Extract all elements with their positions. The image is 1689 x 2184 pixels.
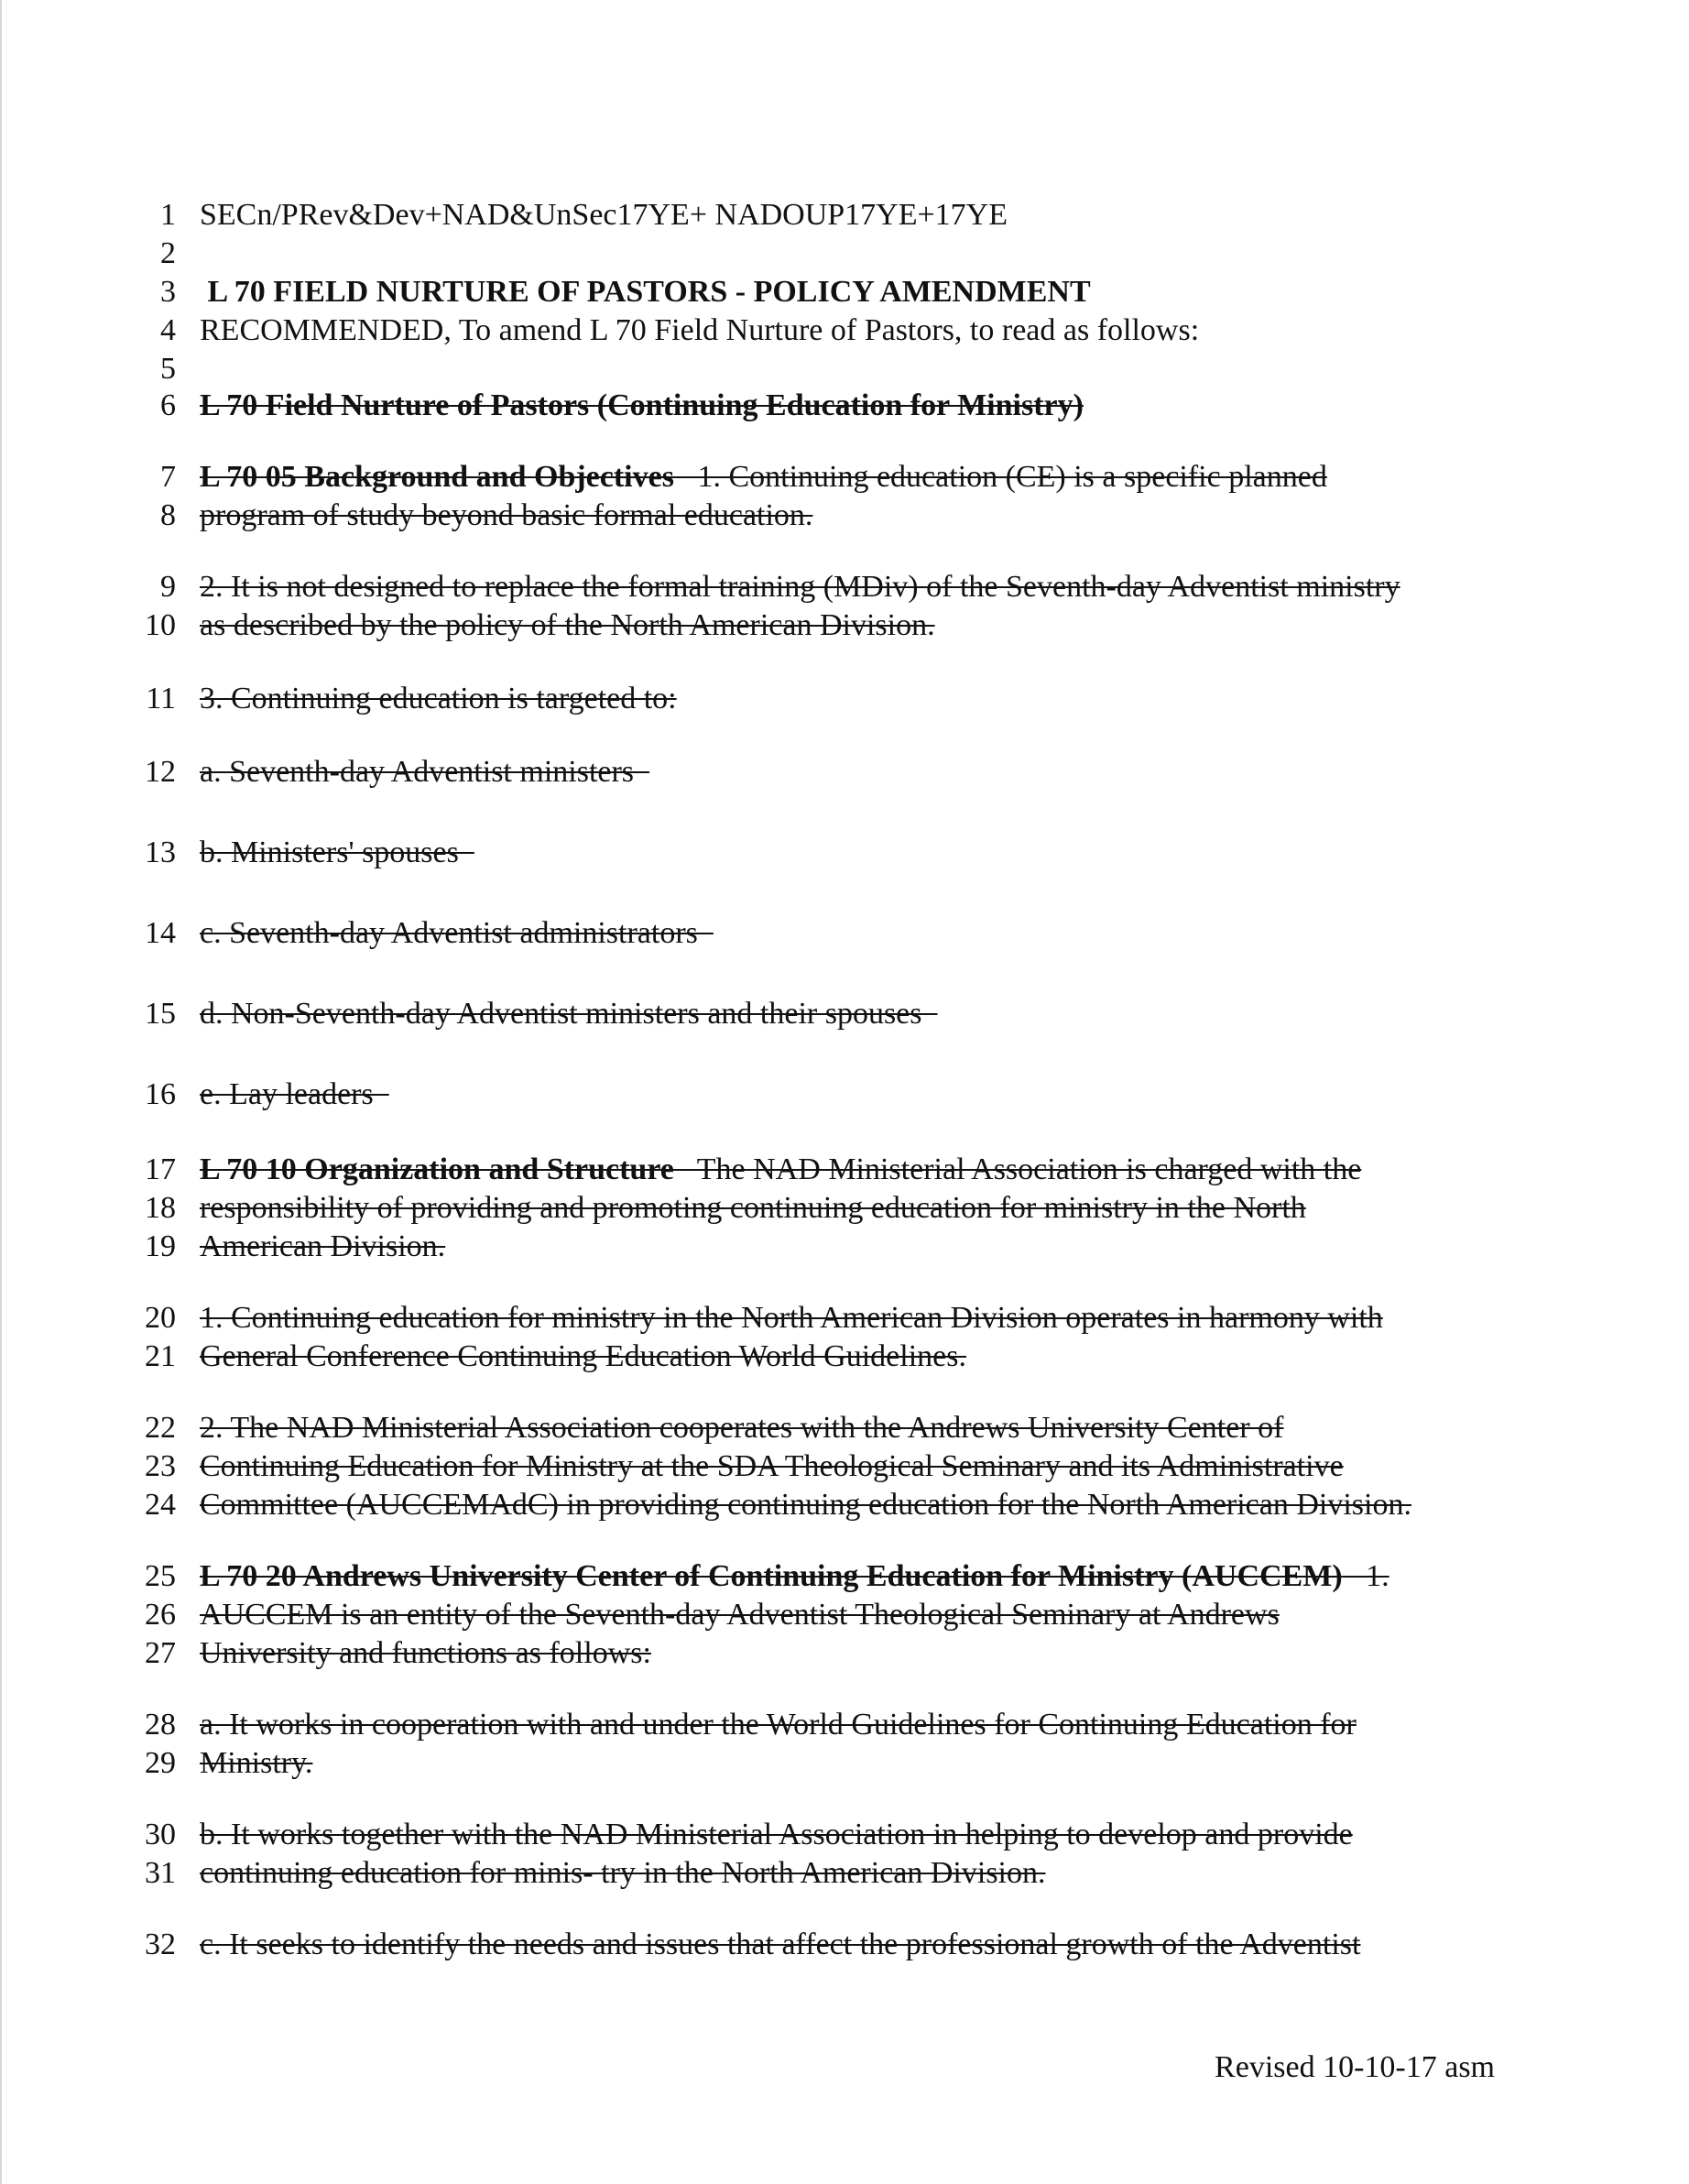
struck-text: b. It works together with the NAD Ministerial Association in helping to develop and provide	[200, 1818, 1353, 1851]
line-number: 20	[145, 1301, 176, 1335]
struck-text: a. Seventh-day Adventist ministers	[200, 755, 650, 789]
document-line	[2, 1228, 1689, 1266]
line-text	[200, 1447, 1344, 1486]
line-text	[200, 1409, 1283, 1447]
struck-text: continuing education for minis- try in the North American Division.	[200, 1856, 1046, 1890]
document-line	[2, 1854, 1689, 1893]
text-segment: L 70 FIELD NURTURE OF PASTORS - POLICY AMENDMENT	[200, 275, 1091, 309]
line-text	[200, 1189, 1306, 1228]
document-line	[2, 1816, 1689, 1854]
line-text	[200, 1338, 966, 1376]
struck-text: Ministry.	[200, 1746, 313, 1780]
line-text	[200, 1076, 389, 1114]
struck-text: 2. The NAD Ministerial Association cooperates with the Andrews University Center of	[200, 1411, 1284, 1445]
struck-text: AUCCEM is an entity of the Seventh-day Adventist Theological Seminary at Andrews	[200, 1598, 1280, 1632]
document-line	[2, 1926, 1689, 1964]
line-number: 6	[160, 388, 176, 422]
line-number: 12	[145, 755, 176, 789]
struck-text: c. Seventh-day Adventist administrators	[200, 916, 714, 950]
struck-text: General Conference Continuing Education World Guidelines.	[200, 1339, 966, 1373]
line-number: 13	[145, 835, 176, 869]
struck-text: 3. Continuing education is targeted to:	[200, 682, 677, 715]
struck-text: L 70 Field Nurture of Pastors (Continuing Education for Ministry)	[200, 388, 1084, 422]
struck-text: 1. Continuing education (CE) is a specific planned	[673, 460, 1327, 494]
document-line	[2, 387, 1689, 425]
line-text	[200, 1151, 1361, 1189]
line-text	[200, 606, 935, 645]
line-text	[200, 1596, 1280, 1634]
document-line	[2, 1447, 1689, 1486]
struck-text: 1. Continuing education for ministry in the North American Division operates in harmony with	[200, 1301, 1383, 1335]
line-number: 26	[145, 1598, 176, 1632]
struck-text: L 70 05 Background and Objectives	[200, 460, 674, 494]
struck-text: University and functions as follows:	[200, 1636, 651, 1670]
document-line	[2, 350, 1689, 388]
line-text	[200, 311, 1199, 350]
document-line	[2, 1299, 1689, 1338]
struck-text: 1.	[1342, 1559, 1389, 1593]
document-line	[2, 1486, 1689, 1524]
line-number: 2	[160, 236, 176, 270]
line-number: 18	[145, 1191, 176, 1225]
line-number: 16	[145, 1077, 176, 1111]
document-line	[2, 458, 1689, 497]
line-number: 27	[145, 1636, 176, 1670]
document-line	[2, 834, 1689, 872]
line-text	[200, 196, 1008, 235]
line-number: 8	[160, 498, 176, 532]
line-number: 17	[145, 1152, 176, 1186]
document-line	[2, 914, 1689, 953]
line-text	[200, 568, 1400, 606]
line-text	[200, 995, 938, 1033]
line-number: 22	[145, 1411, 176, 1445]
line-text	[200, 1486, 1411, 1524]
struck-text: American Division.	[200, 1229, 446, 1263]
line-number: 14	[145, 916, 176, 950]
line-number: 7	[160, 460, 176, 494]
struck-text: d. Non-Seventh-day Adventist ministers and their spouses	[200, 997, 938, 1031]
struck-text: program of study beyond basic formal education.	[200, 498, 813, 532]
struck-text: b. Ministers' spouses	[200, 835, 474, 869]
document-line	[2, 995, 1689, 1033]
line-number: 4	[160, 313, 176, 347]
document-line	[2, 1189, 1689, 1228]
line-number: 15	[145, 997, 176, 1031]
line-text	[200, 387, 1084, 425]
document-line	[2, 1151, 1689, 1189]
struck-text: responsibility of providing and promoting continuing education for ministry in the North	[200, 1191, 1306, 1225]
line-text	[200, 834, 474, 872]
line-number: 24	[145, 1488, 176, 1522]
document-line	[2, 273, 1689, 311]
line-number: 32	[145, 1927, 176, 1961]
line-text	[200, 1706, 1357, 1744]
line-text	[200, 1299, 1383, 1338]
struck-text: Continuing Education for Ministry at the SDA Theological Seminary and its Administrative	[200, 1449, 1344, 1483]
line-text	[200, 1816, 1353, 1854]
line-text	[200, 1634, 651, 1673]
document-line	[2, 680, 1689, 718]
document-line	[2, 1409, 1689, 1447]
line-number: 30	[145, 1818, 176, 1851]
revision-footer: Revised 10-10-17 asm	[1215, 2050, 1495, 2084]
line-number: 25	[145, 1559, 176, 1593]
line-number: 31	[145, 1856, 176, 1890]
struck-text: Committee (AUCCEMAdC) in providing continuing education for the North American Division.	[200, 1488, 1411, 1522]
text-segment: RECOMMENDED, To amend L 70 Field Nurture of Pastors, to read as follows:	[200, 313, 1200, 347]
line-text	[200, 753, 649, 792]
line-number: 10	[145, 608, 176, 642]
document-line	[2, 568, 1689, 606]
document-line	[2, 235, 1689, 273]
struck-text: as described by the policy of the North American Division.	[200, 608, 935, 642]
document-line	[2, 1076, 1689, 1114]
line-number: 28	[145, 1708, 176, 1742]
document-line	[2, 311, 1689, 350]
line-number: 11	[146, 682, 176, 715]
document-line	[2, 1596, 1689, 1634]
document-line	[2, 196, 1689, 235]
line-text	[200, 680, 677, 718]
struck-text: c. It seeks to identify the needs and issues that affect the professional growth of the Adventist	[200, 1927, 1361, 1961]
line-text	[200, 1228, 445, 1266]
struck-text: 2. It is not designed to replace the formal training (MDiv) of the Seventh-day Adventist ministry	[200, 570, 1400, 604]
text-segment: SECn/PRev&Dev+NAD&UnSec17YE+ NADOUP17YE+17YE	[200, 198, 1008, 232]
document-line	[2, 1557, 1689, 1596]
struck-text: L 70 20 Andrews University Center of Continuing Education for Ministry (AUCCEM)	[200, 1559, 1343, 1593]
document-line	[2, 1706, 1689, 1744]
struck-text: L 70 10 Organization and Structure	[200, 1152, 674, 1186]
struck-text: The NAD Ministerial Association is charged with the	[673, 1152, 1362, 1186]
line-text	[200, 1744, 312, 1783]
document-line	[2, 606, 1689, 645]
struck-text: e. Lay leaders	[200, 1077, 389, 1111]
line-number: 5	[160, 352, 176, 386]
line-text	[200, 914, 714, 953]
line-number: 29	[145, 1746, 176, 1780]
line-text	[200, 1854, 1046, 1893]
line-number: 23	[145, 1449, 176, 1483]
line-text	[200, 273, 1091, 311]
line-number: 19	[145, 1229, 176, 1263]
line-number: 21	[145, 1339, 176, 1373]
line-text	[200, 1557, 1389, 1596]
line-number: 3	[160, 275, 176, 309]
document-line	[2, 497, 1689, 535]
line-text	[200, 497, 812, 535]
document-line	[2, 1634, 1689, 1673]
line-number: 9	[160, 570, 176, 604]
line-text	[200, 1926, 1360, 1964]
line-number: 1	[160, 198, 176, 232]
line-text	[200, 458, 1327, 497]
document-line	[2, 1744, 1689, 1783]
document-line	[2, 753, 1689, 792]
struck-text: a. It works in cooperation with and under the World Guidelines for Continuing Education for	[200, 1708, 1357, 1742]
document-line	[2, 1338, 1689, 1376]
